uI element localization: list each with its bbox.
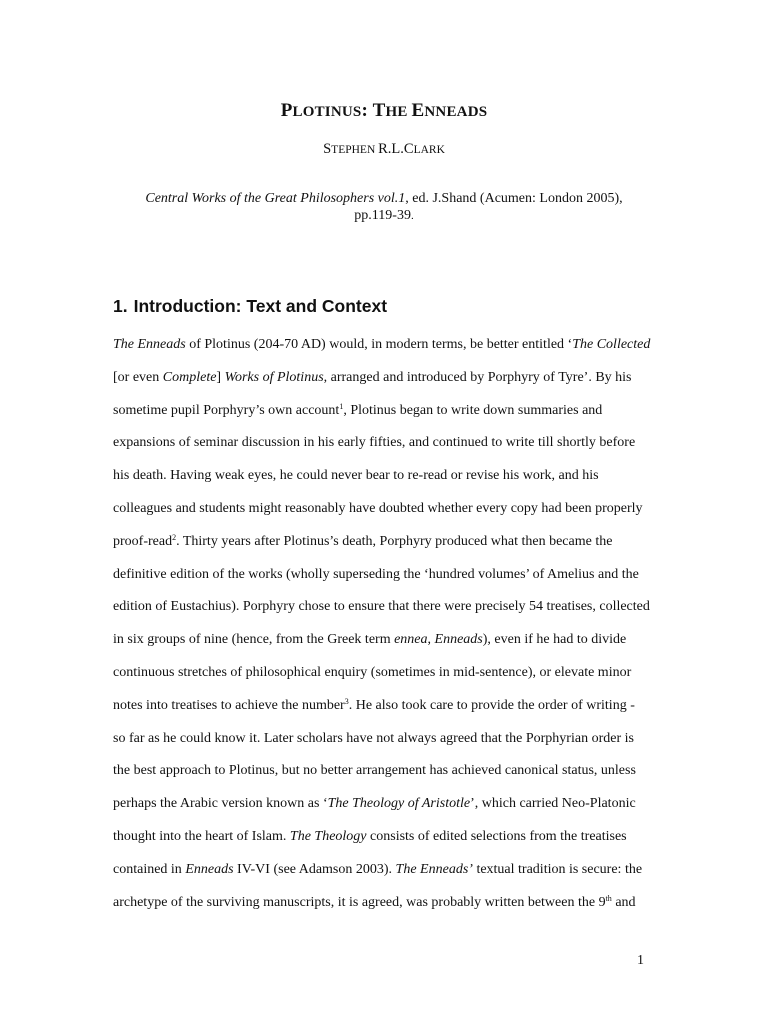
title-part: HE bbox=[385, 104, 412, 120]
text-run: of Plotinus (204-70 AD) would, in modern terms, be better entitled ‘ bbox=[185, 337, 573, 352]
author-part: R.L.C bbox=[378, 141, 414, 157]
text-run: , arranged and introduced by Porphyry of Tyre’. By his bbox=[323, 369, 632, 385]
author-part: TEPHEN bbox=[331, 144, 379, 156]
citation bbox=[140, 190, 628, 225]
title-part: P bbox=[280, 100, 293, 121]
text-line: his death. Having weak eyes, he could never bear to re-read or revise his work, and his bbox=[113, 468, 599, 484]
text-line bbox=[113, 821, 653, 854]
title-part: NNEADS bbox=[424, 104, 488, 120]
superscript: th bbox=[605, 893, 612, 903]
text-run: archetype of the surviving manuscripts, it is agreed, was probably written between the 9 bbox=[113, 894, 606, 910]
text-run: sometime pupil Porphyry’s own account bbox=[113, 402, 340, 418]
text-run: perhaps the Arabic version known as ‘ bbox=[113, 796, 328, 812]
text-run: The Enneads bbox=[113, 337, 186, 352]
text-run: Works of Plotinus bbox=[224, 369, 324, 385]
title-part: LOTINUS bbox=[292, 104, 362, 120]
text-run: Complete bbox=[162, 369, 217, 385]
text-line: edition of Eustachius). Porphyry chose to ensure that there were precisely 54 treatises, collected bbox=[113, 599, 650, 615]
text-run: in six groups of nine (hence, from the Greek term bbox=[113, 632, 395, 648]
footnote-ref[interactable]: 2 bbox=[172, 532, 177, 542]
text-run: contained in bbox=[113, 861, 186, 877]
author-name bbox=[0, 141, 768, 158]
text-run: . Thirty years after Plotinus’s death, Porphyry produced what then became the bbox=[176, 533, 613, 549]
author-part: LARK bbox=[413, 144, 445, 156]
text-run: . He also took care to provide the order of writing - bbox=[348, 697, 635, 713]
text-run: ’, which carried Neo-Platonic bbox=[470, 796, 636, 812]
text-run: Enneads bbox=[434, 632, 483, 648]
citation-dot: . bbox=[410, 210, 414, 222]
text-line: definitive edition of the works (wholly superseding the ‘hundred volumes’ of Amelius and the bbox=[113, 566, 639, 582]
text-run: consists of edited selections from the treatises bbox=[366, 828, 627, 844]
text-run: [or even bbox=[113, 369, 163, 385]
text-run: thought into the heart of Islam. bbox=[113, 828, 290, 844]
text-run: The Theology of Aristotle bbox=[327, 796, 471, 812]
footnote-ref[interactable]: 1 bbox=[339, 401, 344, 411]
text-run: The Theology bbox=[289, 828, 367, 844]
text-line bbox=[113, 788, 653, 821]
text-run: ), even if he had to divide bbox=[482, 632, 627, 648]
page-number: 1 bbox=[637, 953, 644, 968]
section-title: Introduction: Text and Context bbox=[133, 296, 388, 316]
text-line bbox=[113, 887, 653, 920]
text-line bbox=[113, 395, 653, 428]
title-part: E bbox=[411, 100, 425, 121]
text-run: ennea bbox=[394, 632, 428, 648]
author-part: S bbox=[323, 141, 332, 157]
text-line bbox=[113, 854, 653, 887]
citation-work: Central Works of the Great Philosophers vol.1 bbox=[145, 191, 406, 206]
text-run: ] bbox=[216, 369, 225, 385]
text-line: expansions of seminar discussion in his early fifties, and continued to write till shortly before bbox=[113, 435, 636, 451]
text-run: proof-read bbox=[113, 533, 173, 549]
body-paragraph bbox=[113, 329, 653, 919]
text-run: , bbox=[427, 632, 435, 648]
text-line: continuous stretches of philosophical enquiry (sometimes in mid-sentence), or elevate minor bbox=[113, 664, 632, 680]
text-run: notes into treatises to achieve the number bbox=[113, 697, 345, 713]
text-run: textual tradition is secure: the bbox=[472, 861, 643, 877]
footnote-ref[interactable]: 3 bbox=[344, 696, 349, 706]
paper-title bbox=[0, 100, 768, 122]
citation-details: , ed. J.Shand (Acumen: London 2005), bbox=[405, 191, 623, 206]
text-run: and bbox=[611, 894, 636, 910]
text-run: IV-VI (see Adamson 2003). bbox=[233, 861, 396, 877]
section-heading bbox=[113, 296, 387, 317]
text-line: so far as he could know it. Later scholars have not always agreed that the Porphyrian order is bbox=[113, 730, 634, 746]
text-line bbox=[113, 624, 653, 657]
title-part: : T bbox=[361, 100, 386, 121]
text-run: Enneads bbox=[185, 861, 234, 877]
text-line bbox=[113, 690, 653, 723]
section-number: 1. bbox=[113, 296, 128, 316]
text-line bbox=[113, 329, 653, 362]
text-run: The Enneads’ bbox=[395, 861, 473, 877]
text-run: The Collected bbox=[572, 337, 651, 352]
text-run: , Plotinus began to write down summaries and bbox=[343, 402, 603, 418]
text-line: colleagues and students might reasonably have doubted whether every copy had been properly bbox=[113, 500, 643, 516]
text-line bbox=[113, 362, 653, 395]
citation-pages: pp.119-39 bbox=[354, 208, 411, 223]
text-line bbox=[113, 526, 653, 559]
text-line: the best approach to Plotinus, but no better arrangement has achieved canonical status, unless bbox=[113, 763, 636, 779]
